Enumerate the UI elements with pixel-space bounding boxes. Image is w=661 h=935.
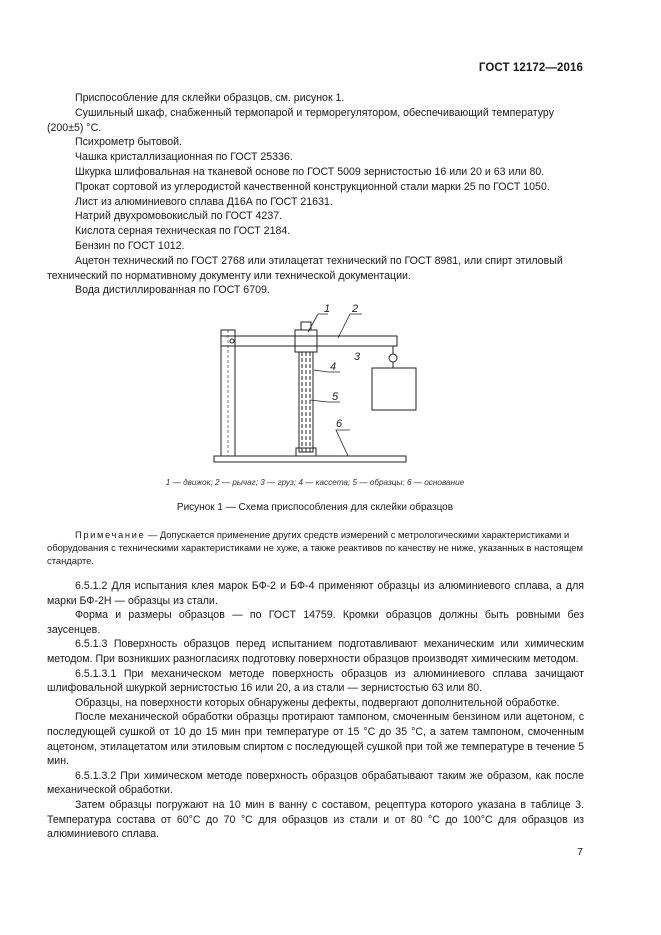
equipment-line: Приспособление для склейки образцов, см. рисунок 1. xyxy=(75,92,345,104)
label-5: 5 xyxy=(332,391,339,403)
figure-caption: Рисунок 1 — Схема приспособления для склейки образцов xyxy=(176,502,454,513)
equipment-line: Прокат сортовой из углеродистой качественной конструкционной стали марки 25 по ГОСТ 1050. xyxy=(75,180,550,193)
main-text xyxy=(47,579,584,842)
label-6: 6 xyxy=(336,418,343,430)
paragraph: 6.5.1.2 Для испытания клея марок БФ-2 и БФ-4 применяют образцы из алюминиевого сплава, а для марки БФ-2Н — образцы из стали. xyxy=(47,580,584,607)
gluing-fixture-schematic xyxy=(150,300,530,470)
equipment-line: Сушильный шкаф, снабженный термопарой и терморегулятором, обеспечивающий температуру xyxy=(75,106,555,119)
paragraph: После механической обработки образцы протирают тампоном, смоченным бензином или ацетоном, с последующей сушкой от 10 до 15 мин при температуре от 15 °С до 35 °С, а затем тампоном, смоченным ацетоном, этилацетатом или этиловым спиртом с последующей сушкой при той же температуре в течение 5 мин. xyxy=(47,711,584,768)
note-text: — Допускается применение других средств измерений с метрологическими характеристиками и оборудования с техническими характеристиками не хуже, а также реактивов по качеству не ниже, указанных в настоящем стандарте. xyxy=(47,529,583,566)
note-block xyxy=(47,528,584,567)
equipment-line: Ацетон технический по ГОСТ 2768 или этилацетат технический по ГОСТ 8981, или спирт этиловый xyxy=(75,254,563,267)
lever-arm xyxy=(221,336,397,346)
paragraph: 6.5.1.3.2 При химическом методе поверхность образцов обрабатывают таким же образом, как после механической обработки. xyxy=(47,769,584,797)
label-3: 3 xyxy=(354,351,361,363)
figure-legend: 1 — движок; 2 — рычаг; 3 — груз; 4 — кассета; 5 — образцы; 6 — основание xyxy=(165,478,465,487)
equipment-line: Шкурка шлифовальная на тканевой основе по ГОСТ 5009 зернистостью 16 или 20 и 63 или 80. xyxy=(75,165,545,178)
figure-1-diagram xyxy=(150,300,530,470)
paragraph: Образцы, на поверхности которых обнаружены дефекты, подвергают дополнительной обработке. xyxy=(75,696,560,709)
document-header: ГОСТ 12172—2016 xyxy=(478,62,583,74)
equipment-line: Чашка кристаллизационная по ГОСТ 25336. xyxy=(75,151,293,164)
equipment-line: Лист из алюминиевого сплава Д16А по ГОСТ 21631. xyxy=(75,195,333,208)
weight-block xyxy=(372,368,416,410)
equipment-list xyxy=(47,91,583,298)
equipment-line: технический по нормативному документу или технической документации. xyxy=(47,269,411,282)
equipment-line: Вода дистиллированная по ГОСТ 6709. xyxy=(75,284,270,297)
note-label: Примечание xyxy=(75,529,146,540)
equipment-line: Натрий двухромовокислый по ГОСТ 4237. xyxy=(75,210,283,223)
slider-block xyxy=(295,330,317,352)
label-4: 4 xyxy=(330,361,337,373)
page-number: 7 xyxy=(577,846,583,858)
paragraph: Затем образцы погружают на 10 мин в ванну с составом, рецептура которого указана в таблице 3. Температура состава от 60°С до 70 °С для образцов из стали и от 80 °С до 100°С для образцов из алюминиевого сплава. xyxy=(47,798,584,841)
equipment-line: (200±5) °С. xyxy=(47,121,102,134)
paragraph: 6.5.1.3.1 При механическом методе поверхность образцов из алюминиевого сплава зачищают шлифовальной шкуркой зернистостью 16 или 20, а из стали — зернистостью 63 или 80. xyxy=(47,667,584,695)
weight-hook xyxy=(389,354,397,362)
equipment-line: Психрометр бытовой. xyxy=(75,136,182,149)
base-plate xyxy=(214,456,406,462)
equipment-line: Кислота серная техническая по ГОСТ 2184. xyxy=(75,225,291,238)
paragraph: 6.5.1.3 Поверхность образцов перед испытанием подготавливают механическим или химическим методом. При возникших разногласиях подготовку поверхности образцов производят химическим методом. xyxy=(47,638,584,665)
label-2: 2 xyxy=(352,303,359,315)
label-1: 1 xyxy=(324,303,331,315)
equipment-line: Бензин по ГОСТ 1012. xyxy=(75,239,185,252)
paragraph: Форма и размеры образцов — по ГОСТ 14759. Кромки образцов должны быть ровными без заусенцев. xyxy=(47,609,584,636)
